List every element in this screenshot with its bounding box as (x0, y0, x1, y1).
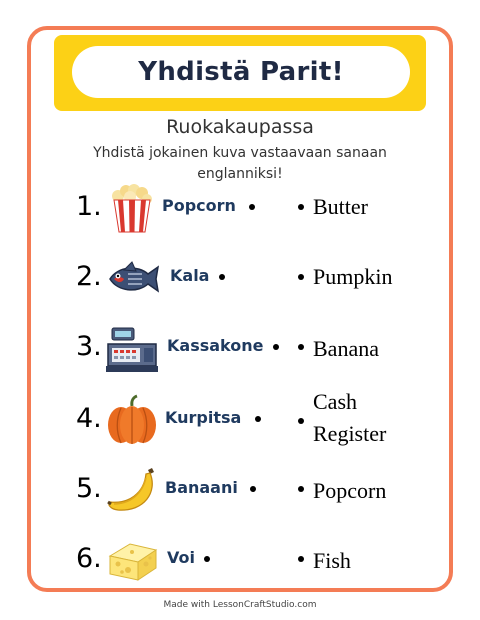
english-word: Popcorn (313, 478, 387, 503)
english-word: Banana (313, 336, 379, 361)
english-word: Butter (313, 194, 368, 219)
right-match-dot[interactable] (298, 274, 304, 280)
right-match-dot[interactable] (298, 344, 304, 350)
match-row-4 (0, 389, 480, 452)
finnish-word: Kassakone (167, 336, 264, 355)
pumpkin-icon (104, 394, 160, 446)
right-match-dot[interactable] (298, 418, 304, 424)
match-row-6 (0, 532, 480, 592)
left-match-dot[interactable] (255, 416, 261, 422)
english-word: Cash Register (313, 389, 387, 446)
row-number: 6. (76, 543, 102, 574)
row-number: 1. (76, 191, 102, 222)
english-word: Pumpkin (313, 264, 393, 289)
right-match-dot[interactable] (298, 556, 304, 562)
left-match-dot[interactable] (204, 556, 210, 562)
row-number: 4. (76, 403, 102, 434)
subtitle: Ruokakaupassa (166, 116, 314, 138)
finnish-word: Kala (170, 266, 210, 285)
butter-icon (104, 534, 160, 586)
finnish-word: Kurpitsa (165, 408, 242, 427)
finnish-word: Banaani (165, 478, 238, 497)
finnish-word: Popcorn (162, 196, 236, 215)
fish-icon (104, 252, 160, 304)
right-match-dot[interactable] (298, 486, 304, 492)
footer-credit: Made with LessonCraftStudio.com (163, 600, 317, 610)
instructions: Yhdistä jokainen kuva vastaavaan sanaan englanniksi! (93, 145, 387, 182)
row-number: 3. (76, 331, 102, 362)
row-number: 2. (76, 261, 102, 292)
left-match-dot[interactable] (273, 344, 279, 350)
row-number: 5. (76, 473, 102, 504)
title-pill (72, 46, 410, 98)
left-match-dot[interactable] (219, 274, 225, 280)
match-row-2 (0, 250, 480, 310)
english-word: Fish (313, 548, 351, 573)
right-match-dot[interactable] (298, 204, 304, 210)
match-row-5 (0, 462, 480, 522)
banana-icon (104, 464, 160, 516)
finnish-word: Voi (167, 548, 195, 567)
left-match-dot[interactable] (250, 486, 256, 492)
left-match-dot[interactable] (249, 204, 255, 210)
cash-register-icon (104, 322, 160, 374)
match-row-1 (0, 180, 480, 240)
page-title: Yhdistä Parit! (138, 57, 344, 87)
match-row-3 (0, 320, 480, 380)
popcorn-icon (104, 182, 160, 234)
